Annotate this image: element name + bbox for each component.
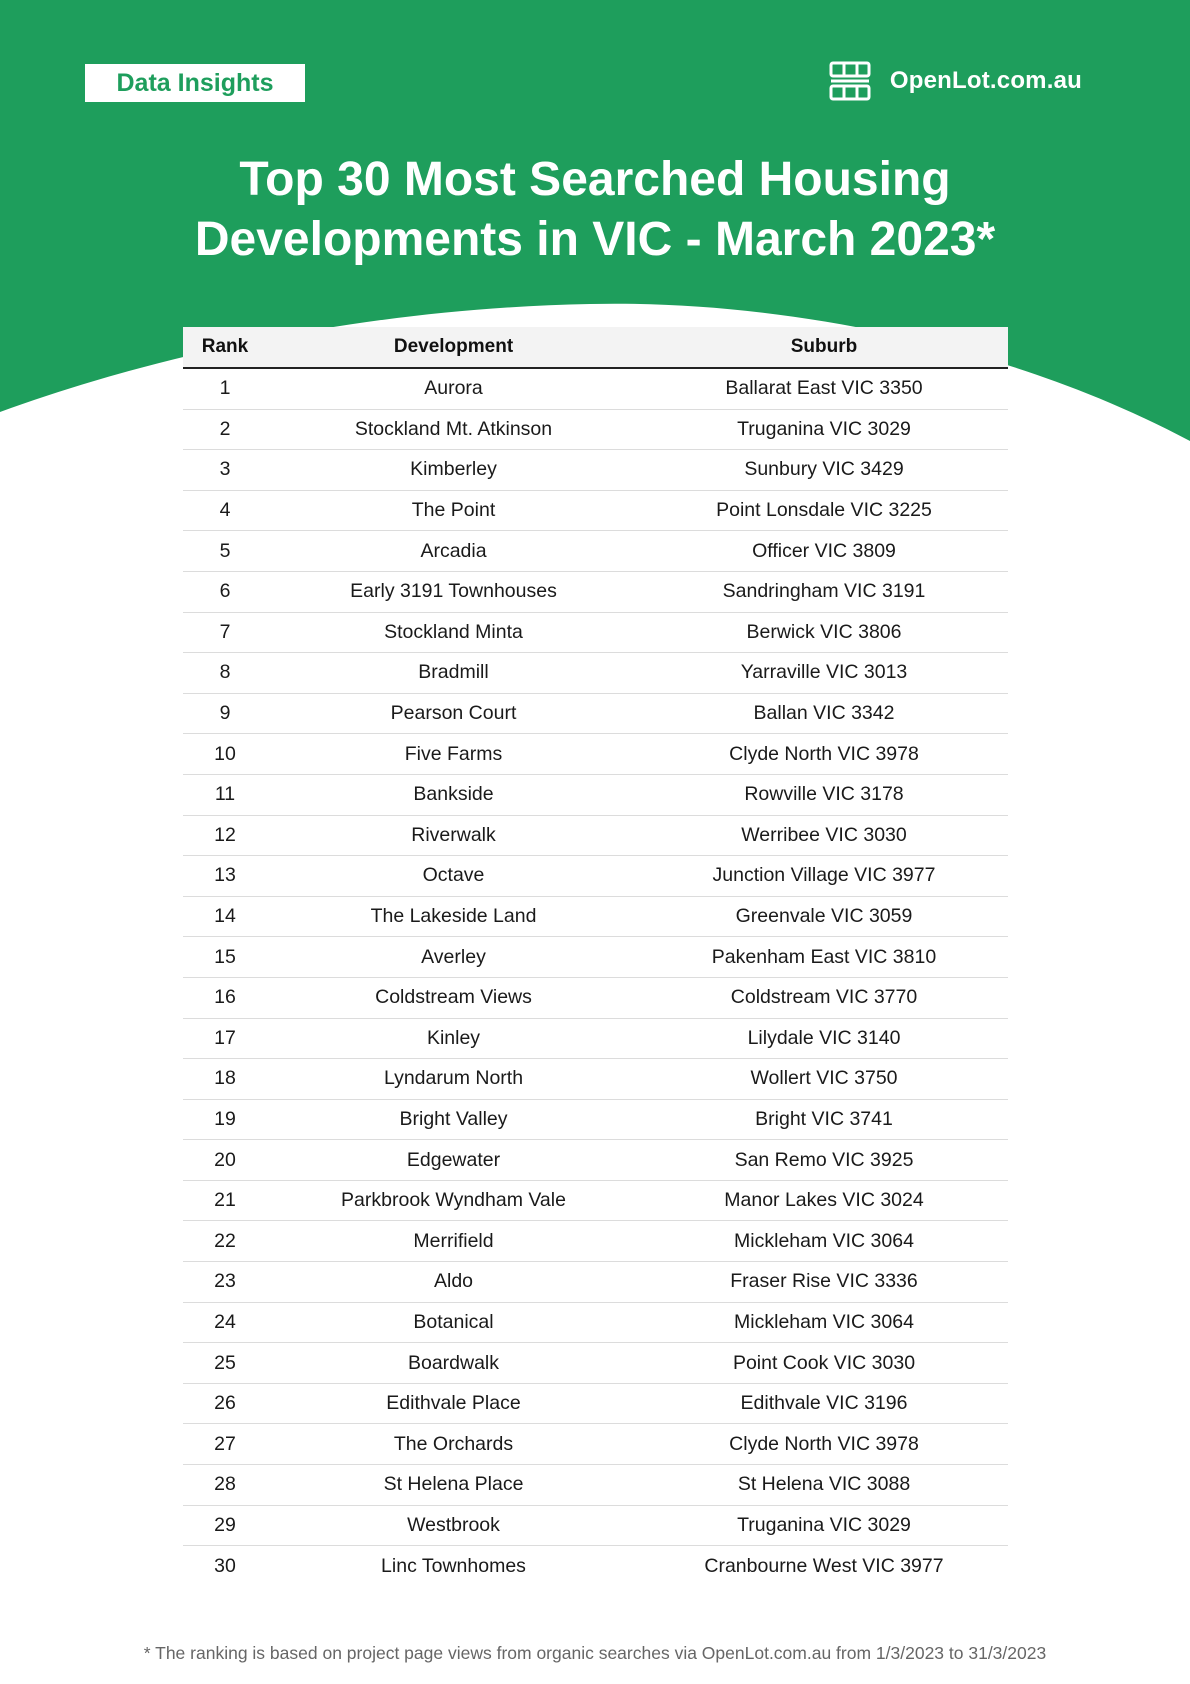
table-row <box>183 571 1008 612</box>
development-cell: Pearson Court <box>267 693 640 734</box>
rank-cell: 12 <box>183 815 267 856</box>
table-row <box>183 1099 1008 1140</box>
data-insights-badge <box>85 64 305 102</box>
rank-cell: 6 <box>183 571 267 612</box>
development-cell: Boardwalk <box>267 1343 640 1384</box>
column-header-development: Development <box>267 327 640 368</box>
rank-cell: 8 <box>183 653 267 694</box>
table-row <box>183 937 1008 978</box>
rank-cell: 4 <box>183 490 267 531</box>
rank-cell: 2 <box>183 409 267 450</box>
table-row <box>183 1383 1008 1424</box>
rank-cell: 19 <box>183 1099 267 1140</box>
development-cell: Kinley <box>267 1018 640 1059</box>
suburb-cell: Ballan VIC 3342 <box>640 693 1008 734</box>
suburb-cell: Clyde North VIC 3978 <box>640 734 1008 775</box>
table-row <box>183 612 1008 653</box>
rank-cell: 30 <box>214 1554 236 1577</box>
rank-cell: 27 <box>183 1424 267 1465</box>
suburb-cell: Manor Lakes VIC 3024 <box>640 1180 1008 1221</box>
title-line-2: Developments in VIC - March 2023* <box>194 213 996 266</box>
table-row <box>183 1546 1008 1586</box>
rank-cell: 28 <box>183 1465 267 1506</box>
development-cell: Stockland Mt. Atkinson <box>267 409 640 450</box>
suburb-cell: Mickleham VIC 3064 <box>640 1302 1008 1343</box>
suburb-cell: Edithvale VIC 3196 <box>640 1383 1008 1424</box>
development-cell: Stockland Minta <box>267 612 640 653</box>
suburb-cell: San Remo VIC 3925 <box>640 1140 1008 1181</box>
rank-cell: 21 <box>183 1180 267 1221</box>
rank-cell: 26 <box>183 1383 267 1424</box>
suburb-cell: Wollert VIC 3750 <box>640 1059 1008 1100</box>
rank-cell: 7 <box>183 612 267 653</box>
rank-cell: 11 <box>183 774 267 815</box>
title-line-1: Top 30 Most Searched Housing <box>239 153 951 206</box>
development-cell: Coldstream Views <box>267 977 640 1018</box>
suburb-cell: Junction Village VIC 3977 <box>640 856 1008 897</box>
table-row <box>183 734 1008 775</box>
brand-logo[interactable] <box>828 58 1082 104</box>
development-cell: Averley <box>267 937 640 978</box>
development-cell: Westbrook <box>267 1505 640 1546</box>
development-cell: The Point <box>267 490 640 531</box>
table-row <box>183 1465 1008 1506</box>
suburb-cell: Fraser Rise VIC 3336 <box>640 1262 1008 1303</box>
rank-cell: 24 <box>183 1302 267 1343</box>
ranking-table-container <box>183 327 1008 1586</box>
table-row <box>183 856 1008 897</box>
suburb-cell: Werribee VIC 3030 <box>640 815 1008 856</box>
ranking-table <box>183 327 1008 1586</box>
rank-cell: 3 <box>183 450 267 491</box>
rank-cell: 5 <box>183 531 267 572</box>
table-header-row <box>183 327 1008 368</box>
rank-cell: 25 <box>183 1343 267 1384</box>
suburb-cell: Sandringham VIC 3191 <box>640 571 1008 612</box>
development-cell: Bright Valley <box>267 1099 640 1140</box>
suburb-cell: Ballarat East VIC 3350 <box>640 368 1008 409</box>
suburb-cell: Pakenham East VIC 3810 <box>640 937 1008 978</box>
development-cell: Five Farms <box>267 734 640 775</box>
development-cell: Parkbrook Wyndham Vale <box>267 1180 640 1221</box>
suburb-cell: Lilydale VIC 3140 <box>640 1018 1008 1059</box>
footnote: * The ranking is based on project page views from organic searches via OpenLot.com.au from 1/3/2023 to 31/3/2023 <box>143 1643 1047 1663</box>
table-row <box>183 490 1008 531</box>
rank-cell: 18 <box>183 1059 267 1100</box>
suburb-cell: Coldstream VIC 3770 <box>640 977 1008 1018</box>
table-row <box>183 1140 1008 1181</box>
development-cell: Merrifield <box>267 1221 640 1262</box>
suburb-cell: Truganina VIC 3029 <box>640 409 1008 450</box>
openlot-grid-logo-icon <box>828 60 872 102</box>
rank-cell: 15 <box>183 937 267 978</box>
development-cell: Aurora <box>267 368 640 409</box>
table-row <box>183 1059 1008 1100</box>
suburb-cell: Rowville VIC 3178 <box>640 774 1008 815</box>
development-cell: The Orchards <box>267 1424 640 1465</box>
rank-cell: 10 <box>183 734 267 775</box>
suburb-cell: Clyde North VIC 3978 <box>640 1424 1008 1465</box>
suburb-cell: Greenvale VIC 3059 <box>640 896 1008 937</box>
suburb-cell: Yarraville VIC 3013 <box>640 653 1008 694</box>
table-row <box>183 1262 1008 1303</box>
suburb-cell: Cranbourne West VIC 3977 <box>704 1554 944 1577</box>
development-cell: The Lakeside Land <box>267 896 640 937</box>
column-header-suburb: Suburb <box>640 327 1008 368</box>
rank-cell: 20 <box>183 1140 267 1181</box>
column-header-rank: Rank <box>183 327 267 368</box>
table-row <box>183 977 1008 1018</box>
development-cell: Early 3191 Townhouses <box>267 571 640 612</box>
suburb-cell: Truganina VIC 3029 <box>640 1505 1008 1546</box>
rank-cell: 9 <box>183 693 267 734</box>
suburb-cell: Bright VIC 3741 <box>640 1099 1008 1140</box>
table-row <box>183 1221 1008 1262</box>
rank-cell: 29 <box>183 1505 267 1546</box>
table-row <box>183 653 1008 694</box>
badge-label: Data Insights <box>116 68 274 97</box>
suburb-cell: Officer VIC 3809 <box>640 531 1008 572</box>
suburb-cell: Sunbury VIC 3429 <box>640 450 1008 491</box>
development-cell: Lyndarum North <box>267 1059 640 1100</box>
development-cell: Arcadia <box>267 531 640 572</box>
table-row <box>183 409 1008 450</box>
suburb-cell: St Helena VIC 3088 <box>640 1465 1008 1506</box>
development-cell: Bankside <box>267 774 640 815</box>
table-row <box>183 896 1008 937</box>
table-row <box>183 1424 1008 1465</box>
rank-cell: 13 <box>183 856 267 897</box>
rank-cell: 23 <box>183 1262 267 1303</box>
table-row <box>183 774 1008 815</box>
brand-name: OpenLot.com.au <box>889 67 1082 94</box>
development-cell: Linc Townhomes <box>381 1554 526 1577</box>
development-cell: Bradmill <box>267 653 640 694</box>
development-cell: Edithvale Place <box>267 1383 640 1424</box>
development-cell: Botanical <box>267 1302 640 1343</box>
table-row <box>183 368 1008 409</box>
table-row <box>183 1302 1008 1343</box>
suburb-cell: Mickleham VIC 3064 <box>640 1221 1008 1262</box>
development-cell: Aldo <box>267 1262 640 1303</box>
page-title <box>0 150 1190 270</box>
table-row <box>183 1018 1008 1059</box>
development-cell: Octave <box>267 856 640 897</box>
suburb-cell: Berwick VIC 3806 <box>640 612 1008 653</box>
table-row <box>183 1180 1008 1221</box>
table-row <box>183 450 1008 491</box>
table-row <box>183 531 1008 572</box>
rank-cell: 1 <box>183 368 267 409</box>
development-cell: Edgewater <box>267 1140 640 1181</box>
development-cell: Riverwalk <box>267 815 640 856</box>
suburb-cell: Point Lonsdale VIC 3225 <box>640 490 1008 531</box>
rank-cell: 14 <box>183 896 267 937</box>
development-cell: Kimberley <box>267 450 640 491</box>
table-row <box>183 1505 1008 1546</box>
development-cell: St Helena Place <box>267 1465 640 1506</box>
suburb-cell: Point Cook VIC 3030 <box>640 1343 1008 1384</box>
rank-cell: 17 <box>183 1018 267 1059</box>
table-row <box>183 1343 1008 1384</box>
table-row <box>183 815 1008 856</box>
rank-cell: 16 <box>183 977 267 1018</box>
rank-cell: 22 <box>183 1221 267 1262</box>
table-row <box>183 693 1008 734</box>
